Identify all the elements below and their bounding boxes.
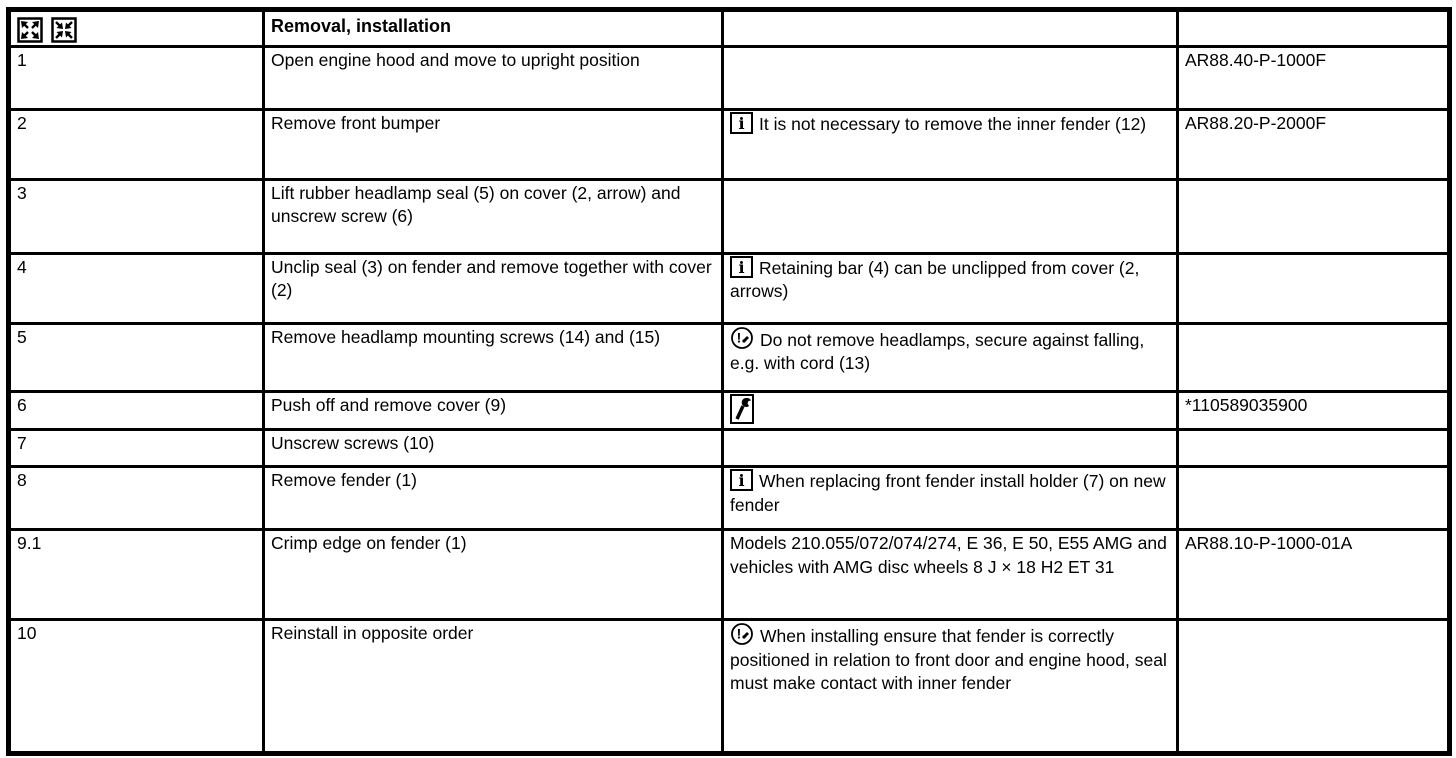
note-text: Models 210.055/072/074/274, E 36, E 50, E55 AMG and vehicles with AMG disc wheels 8 J × 18 H2 ET 31	[730, 533, 1167, 577]
note-text: It is not necessary to remove the inner fender (12)	[759, 114, 1147, 134]
document-reference: AR88.10-P-1000-01A	[1178, 530, 1450, 620]
info-icon	[730, 256, 753, 278]
table-header-row	[9, 10, 1450, 47]
attention-icon	[730, 622, 754, 646]
note-text: When replacing front fender install holder (7) on new fender	[730, 471, 1166, 515]
collapse-icon[interactable]	[51, 17, 77, 43]
document-reference: AR88.40-P-1000F	[1178, 47, 1450, 110]
note-cell	[723, 467, 1178, 530]
procedure-title: Removal, installation	[264, 10, 723, 47]
svg-text:i: i	[738, 258, 745, 277]
action-text: Remove headlamp mounting screws (14) and (15)	[264, 324, 723, 392]
table-row	[9, 47, 1450, 110]
step-header-cell	[9, 10, 264, 47]
table-row	[9, 254, 1450, 324]
note-cell	[723, 110, 1178, 180]
svg-text:i: i	[738, 471, 745, 491]
procedure-table	[6, 7, 1452, 756]
step-number: 1	[9, 47, 264, 110]
action-text: Crimp edge on fender (1)	[264, 530, 723, 620]
note-cell	[723, 530, 1178, 620]
note-cell	[723, 392, 1178, 430]
attention-icon	[730, 326, 754, 350]
step-number: 3	[9, 180, 264, 254]
svg-text:i: i	[738, 114, 745, 133]
action-text: Unclip seal (3) on fender and remove together with cover (2)	[264, 254, 723, 324]
table-row	[9, 467, 1450, 530]
table-row	[9, 392, 1450, 430]
step-number: 5	[9, 324, 264, 392]
action-text: Unscrew screws (10)	[264, 430, 723, 467]
document-reference	[1178, 430, 1450, 467]
note-text: When installing ensure that fender is correctly positioned in relation to front door and engine hood, seal must make contact with inner fender	[730, 626, 1167, 693]
step-number: 10	[9, 620, 264, 754]
table-controls	[17, 15, 256, 43]
note-header-cell	[723, 10, 1178, 47]
action-text: Open engine hood and move to upright position	[264, 47, 723, 110]
note-cell	[723, 620, 1178, 754]
document-reference	[1178, 180, 1450, 254]
note-cell	[723, 47, 1178, 110]
step-number: 4	[9, 254, 264, 324]
action-text: Push off and remove cover (9)	[264, 392, 723, 430]
note-cell	[723, 180, 1178, 254]
svg-text:!: !	[736, 625, 742, 642]
note-cell	[723, 324, 1178, 392]
document-reference	[1178, 620, 1450, 754]
document-reference	[1178, 324, 1450, 392]
info-icon	[730, 469, 753, 491]
info-icon	[730, 112, 753, 134]
note-text: Do not remove headlamps, secure against falling, e.g. with cord (13)	[730, 330, 1145, 374]
step-number: 9.1	[9, 530, 264, 620]
table-row	[9, 430, 1450, 467]
note-cell	[723, 254, 1178, 324]
step-number: 8	[9, 467, 264, 530]
table-row	[9, 530, 1450, 620]
document-reference: *110589035900	[1178, 392, 1450, 430]
special-tool-icon	[730, 394, 754, 424]
expand-icon[interactable]	[17, 17, 43, 43]
document-reference: AR88.20-P-2000F	[1178, 110, 1450, 180]
step-number: 7	[9, 430, 264, 467]
table-row	[9, 180, 1450, 254]
ref-header-cell	[1178, 10, 1450, 47]
action-text: Lift rubber headlamp seal (5) on cover (2, arrow) and unscrew screw (6)	[264, 180, 723, 254]
table-row	[9, 620, 1450, 754]
step-number: 6	[9, 392, 264, 430]
action-text: Remove front bumper	[264, 110, 723, 180]
action-text: Remove fender (1)	[264, 467, 723, 530]
note-text: Retaining bar (4) can be unclipped from cover (2, arrows)	[730, 258, 1140, 302]
table-row	[9, 110, 1450, 180]
note-cell	[723, 430, 1178, 467]
action-text: Reinstall in opposite order	[264, 620, 723, 754]
document-reference	[1178, 254, 1450, 324]
svg-text:!: !	[736, 329, 742, 346]
document-reference	[1178, 467, 1450, 530]
step-number: 2	[9, 110, 264, 180]
table-row	[9, 324, 1450, 392]
